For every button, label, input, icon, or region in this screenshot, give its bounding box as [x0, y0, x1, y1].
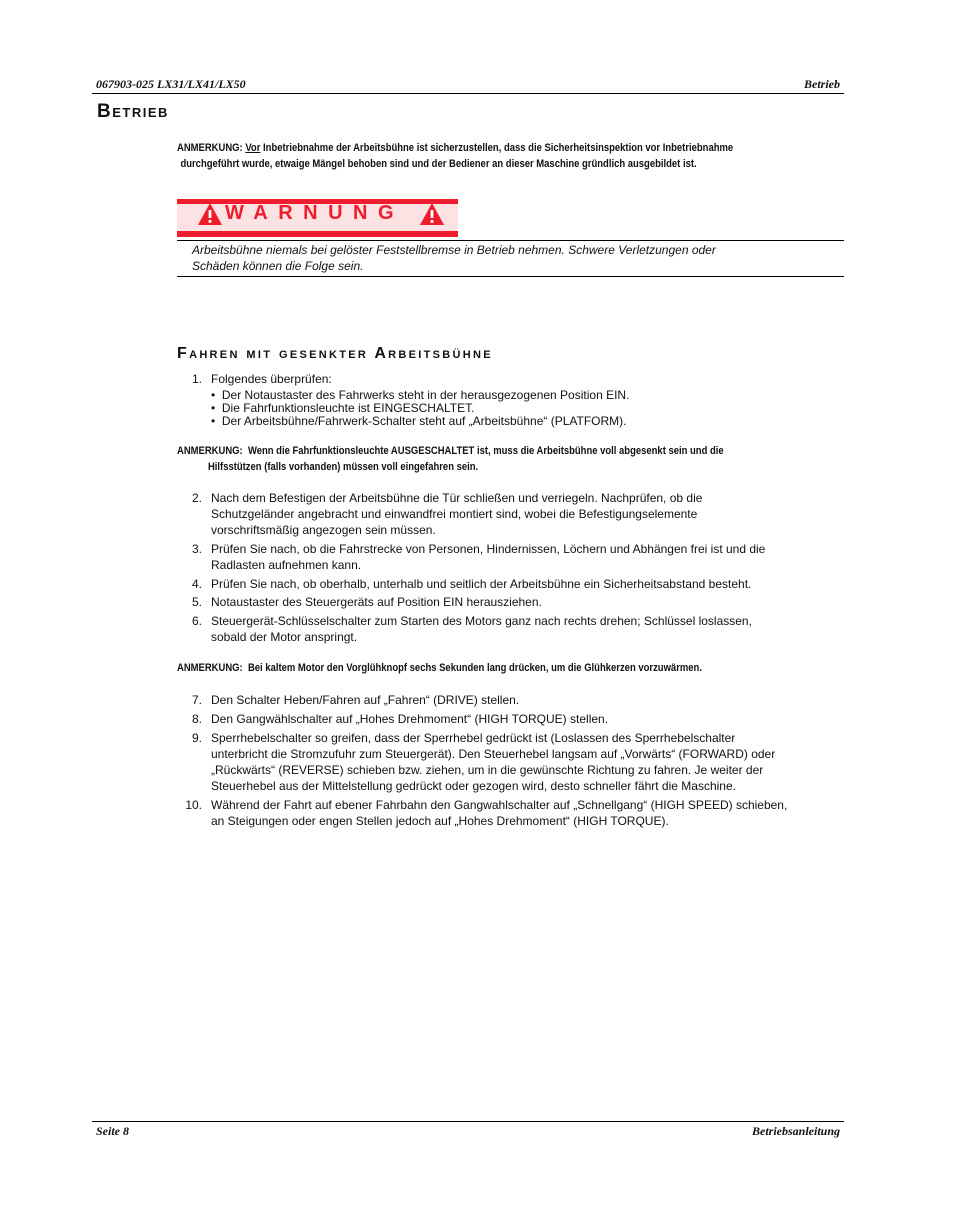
- note-underlined-word: Vor: [245, 142, 261, 154]
- warning-rule-bottom: [177, 276, 844, 277]
- step-number: 3.: [191, 542, 202, 556]
- step-text-line: Steuerhebel aus der Mittelstellung gedrückt oder gezogen wird, desto schneller fährt die Maschine.: [211, 779, 736, 793]
- step-text-line: Den Schalter Heben/Fahren auf „Fahren“ (DRIVE) stellen.: [211, 693, 520, 707]
- bullet-text: Die Fahrfunktionsleuchte ist EINGESCHALTET.: [221, 401, 475, 415]
- step-text-line: Den Gangwählschalter auf „Hohes Drehmoment“ (HIGH TORQUE) stellen.: [211, 712, 609, 726]
- step-text-line: Prüfen Sie nach, ob oberhalb, unterhalb und seitlich der Arbeitsbühne ein Sicherheitsabstand besteht.: [211, 577, 752, 591]
- note-inspection-line1-text: Inbetriebnahme der Arbeitsbühne ist sicherzustellen, dass die Sicherheitsinspektion vor Inbetriebnahme: [260, 142, 734, 154]
- step-text-line: „Rückwärts“ (REVERSE) schieben bzw. ziehen, um in die gewünschte Richtung zu fahren. Je weiter der: [211, 763, 764, 777]
- step-text-line: Während der Fahrt auf ebener Fahrbahn den Gangwahlschalter auf „Schnellgang“ (HIGH SPEED) schieben,: [211, 798, 788, 812]
- running-header-section: Betrieb: [804, 77, 840, 91]
- note-cold-engine-text: Bei kaltem Motor den Vorglühknopf sechs Sekunden lang drücken, um die Glühkerzen vorzuwärmen.: [247, 662, 702, 674]
- warning-text-line2: Schäden können die Folge sein.: [192, 259, 364, 273]
- bullet-item: • Die Fahrfunktionsleuchte ist EINGESCHALTET.: [211, 401, 475, 415]
- bullet-text: Der Arbeitsbühne/Fahrwerk-Schalter steht auf „Arbeitsbühne“ (PLATFORM).: [221, 414, 627, 428]
- step-number: 1.: [191, 372, 202, 386]
- step-text-line: Schutzgeländer angebracht und einwandfrei montiert sind, wobei die Befestigungselemente: [211, 507, 698, 521]
- warning-banner: [177, 199, 458, 237]
- step-text-line: an Steigungen oder engen Stellen jedoch auf „Hohes Drehmoment“ (HIGH TORQUE).: [211, 814, 669, 828]
- page-number: Seite 8: [96, 1124, 129, 1138]
- step-text: Folgendes überprüfen:: [211, 372, 332, 386]
- note-label: ANMERKUNG:: [177, 445, 243, 457]
- step-number: 4.: [191, 577, 202, 591]
- footer-doc-title: Betriebsanleitung: [751, 1124, 840, 1138]
- page-title: Betrieb: [97, 101, 169, 122]
- step-number: 10.: [185, 798, 202, 812]
- bullet-text: Der Notaustaster des Fahrwerks steht in der herausgezogenen Position EIN.: [221, 388, 630, 402]
- step-text-line: Radlasten aufnehmen kann.: [211, 558, 362, 572]
- step-text-line: sobald der Motor anspringt.: [211, 630, 358, 644]
- step-number: 5.: [191, 595, 202, 609]
- warning-rule-top: [177, 240, 844, 241]
- note-inspection-line1: [177, 140, 848, 156]
- note-drive-light: [177, 443, 848, 475]
- step-number: 7.: [191, 693, 202, 707]
- warning-text: [192, 242, 812, 274]
- bullet-item: • Der Arbeitsbühne/Fahrwerk-Schalter steht auf „Arbeitsbühne“ (PLATFORM).: [211, 414, 627, 428]
- warning-word: WARNUNG: [225, 202, 405, 224]
- header-rule: [92, 93, 844, 94]
- note-drive-light-line1-text: Wenn die Fahrfunktionsleuchte AUSGESCHALTET ist, muss die Arbeitsbühne voll abgesenkt sein und die: [247, 445, 724, 457]
- step-text-line: Steuergerät-Schlüsselschalter zum Starten des Motors ganz nach rechts drehen; Schlüssel loslassen,: [211, 614, 752, 628]
- note-label: ANMERKUNG:: [177, 662, 243, 674]
- footer-rule: [92, 1121, 844, 1122]
- warning-text-line1: Arbeitsbühne niemals bei gelöster Feststellbremse in Betrieb nehmen. Schwere Verletzungen oder: [192, 243, 716, 257]
- step-text-line: Nach dem Befestigen der Arbeitsbühne die Tür schließen und verriegeln. Nachprüfen, ob die: [211, 491, 703, 505]
- step-number: 2.: [191, 491, 202, 505]
- note-drive-light-line2: Hilfsstützen (falls vorhanden) müssen voll eingefahren sein.: [207, 461, 479, 473]
- step-text-line: Sperrhebelschalter so greifen, dass der Sperrhebel gedrückt ist (Loslassen des Sperrhebelschalter: [211, 731, 736, 745]
- section-heading: Fahren mit gesenkter Arbeitsbühne: [177, 345, 493, 362]
- step-text-line: Prüfen Sie nach, ob die Fahrstrecke von Personen, Hindernissen, Löchern und Abhängen frei ist und die: [211, 542, 766, 556]
- bullet-item: • Der Notaustaster des Fahrwerks steht in der herausgezogenen Position EIN.: [211, 388, 630, 402]
- step-text-line: vorschriftsmäßig angezogen sein müssen.: [211, 523, 436, 537]
- note-inspection: [177, 140, 848, 172]
- note-inspection-line2: durchgeführt wurde, etwaige Mängel behoben sind und der Bediener an dieser Maschine gründlich ausgebildet ist.: [180, 158, 697, 170]
- running-header-doc-number: 067903-025 LX31/LX41/LX50: [96, 77, 246, 91]
- step-text-line: unterbricht die Stromzufuhr zum Steuergerät). Den Steuerhebel langsam auf „Vorwärts“ (FORWARD) oder: [211, 747, 776, 761]
- step-number: 8.: [191, 712, 202, 726]
- note-cold-engine: [177, 660, 848, 676]
- note-label: ANMERKUNG:: [177, 142, 243, 154]
- step-number: 9.: [191, 731, 202, 745]
- step-text-line: Notaustaster des Steuergeräts auf Position EIN herausziehen.: [211, 595, 542, 609]
- note-drive-light-line1: [177, 443, 848, 459]
- step-number: 6.: [191, 614, 202, 628]
